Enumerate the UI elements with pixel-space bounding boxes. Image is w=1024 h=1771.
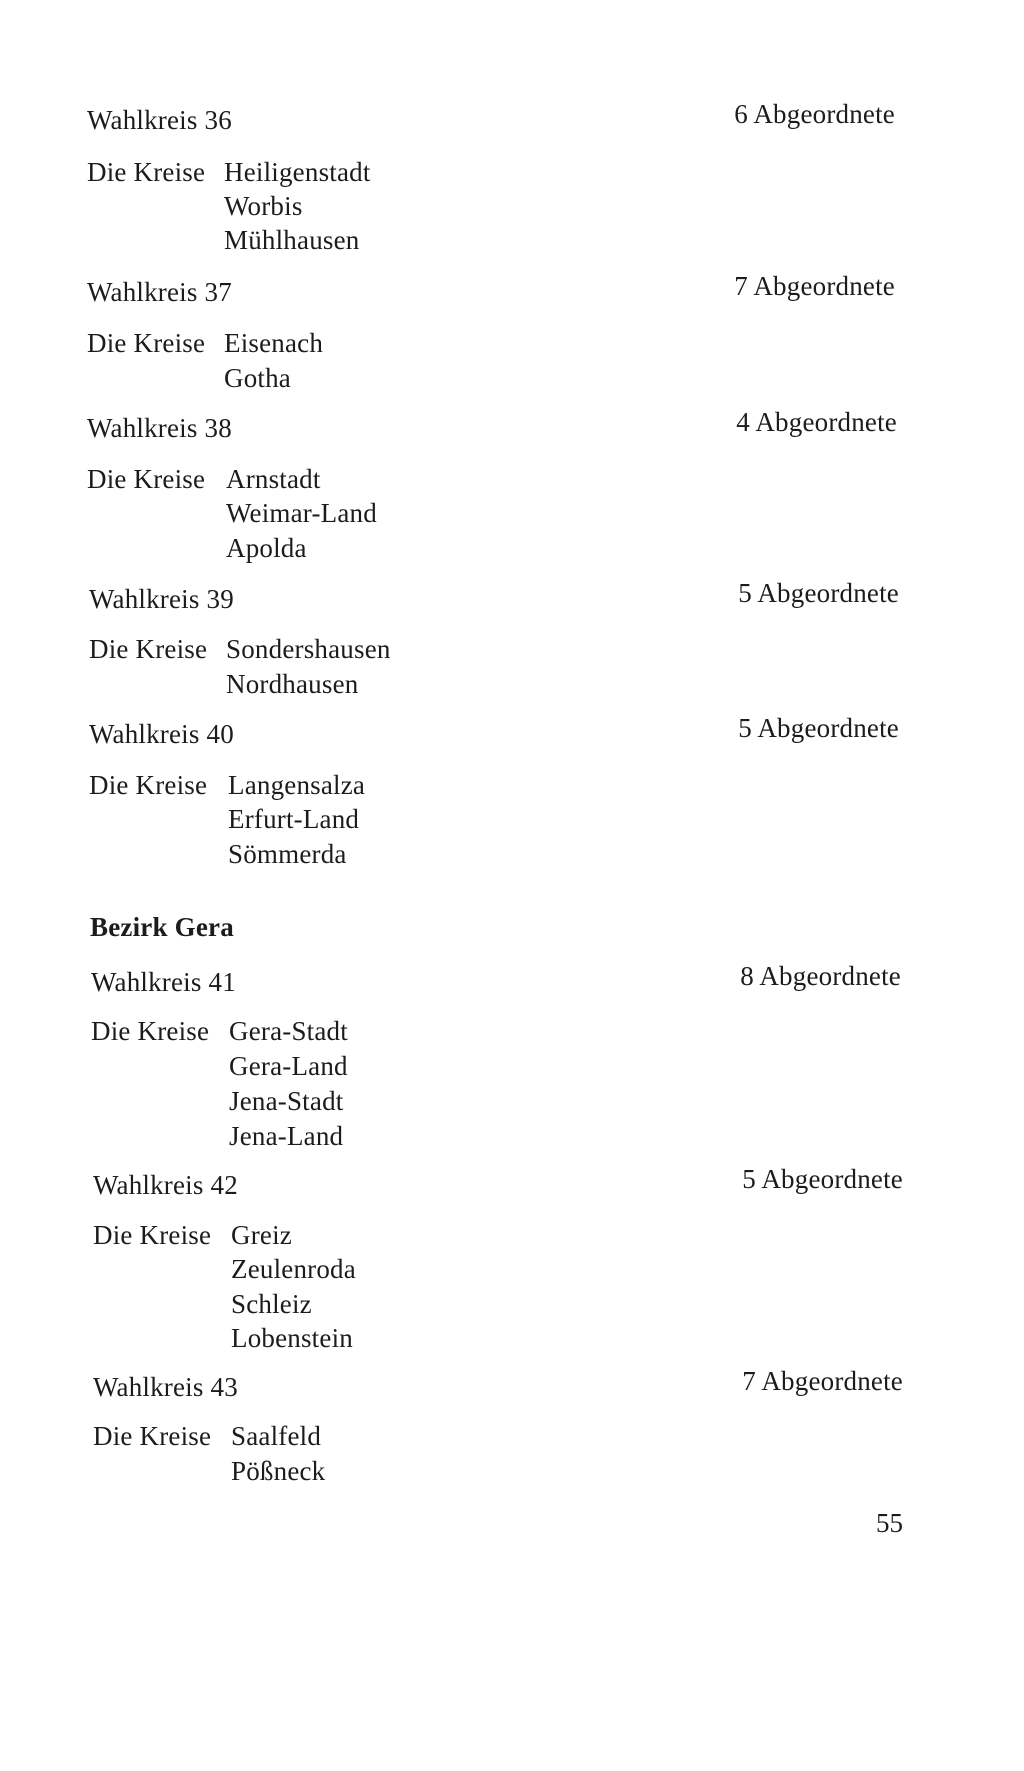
wahlkreis-39-kreis-2: Nordhausen — [226, 669, 359, 699]
wahlkreis-40-kreis-2: Erfurt-Land — [228, 804, 360, 834]
wahlkreis-41-kreis-4: Jena-Land — [229, 1121, 344, 1151]
wahlkreis-36-prefix: Die Kreise — [87, 157, 206, 187]
wahlkreis-39-title: Wahlkreis 39 — [89, 584, 234, 614]
wahlkreis-39-prefix: Die Kreise — [89, 634, 208, 664]
wahlkreis-37-abgeordnete: 7 Abgeordnete — [734, 271, 895, 301]
wahlkreis-37-kreis-1: Eisenach — [224, 328, 324, 358]
wahlkreis-40-prefix: Die Kreise — [89, 770, 208, 800]
wahlkreis-38-kreis-1: Arnstadt — [226, 464, 321, 494]
wahlkreis-38-kreis-2: Weimar-Land — [226, 498, 377, 528]
wahlkreis-43-title: Wahlkreis 43 — [93, 1372, 238, 1402]
wahlkreis-38-title: Wahlkreis 38 — [87, 413, 232, 443]
wahlkreis-41-kreis-3: Jena-Stadt — [229, 1086, 344, 1116]
wahlkreis-42-prefix: Die Kreise — [93, 1220, 212, 1250]
wahlkreis-43-kreis-2: Pößneck — [231, 1456, 326, 1486]
wahlkreis-36-kreis-3: Mühlhausen — [224, 225, 360, 255]
wahlkreis-42-abgeordnete: 5 Abgeordnete — [742, 1164, 903, 1194]
wahlkreis-42-kreis-4: Lobenstein — [231, 1323, 353, 1353]
wahlkreis-43-abgeordnete: 7 Abgeordnete — [742, 1366, 903, 1396]
section-heading-bezirk-gera: Bezirk Gera — [90, 912, 234, 942]
wahlkreis-36-kreis-1: Heiligenstadt — [224, 157, 371, 187]
wahlkreis-40-title: Wahlkreis 40 — [89, 719, 234, 749]
wahlkreis-37-kreis-2: Gotha — [224, 363, 291, 393]
wahlkreis-38-kreis-3: Apolda — [226, 533, 307, 563]
wahlkreis-40-kreis-1: Langensalza — [228, 770, 366, 800]
wahlkreis-41-title: Wahlkreis 41 — [91, 967, 236, 997]
page-number: 55 — [876, 1508, 903, 1538]
wahlkreis-41-kreis-2: Gera-Land — [229, 1051, 348, 1081]
wahlkreis-38-abgeordnete: 4 Abgeordnete — [736, 407, 897, 437]
wahlkreis-42-title: Wahlkreis 42 — [93, 1170, 238, 1200]
wahlkreis-41-abgeordnete: 8 Abgeordnete — [740, 961, 901, 991]
wahlkreis-42-kreis-2: Zeulenroda — [231, 1254, 356, 1284]
wahlkreis-40-kreis-3: Sömmerda — [228, 839, 347, 869]
wahlkreis-39-kreis-1: Sondershausen — [226, 634, 391, 664]
wahlkreis-40-abgeordnete: 5 Abgeordnete — [738, 713, 899, 743]
wahlkreis-41-prefix: Die Kreise — [91, 1016, 210, 1046]
wahlkreis-42-kreis-1: Greiz — [231, 1220, 292, 1250]
wahlkreis-37-title: Wahlkreis 37 — [87, 277, 232, 307]
wahlkreis-38-prefix: Die Kreise — [87, 464, 206, 494]
wahlkreis-36-title: Wahlkreis 36 — [87, 105, 232, 135]
wahlkreis-36-kreis-2: Worbis — [224, 191, 303, 221]
wahlkreis-42-kreis-3: Schleiz — [231, 1289, 312, 1319]
wahlkreis-41-kreis-1: Gera-Stadt — [229, 1016, 348, 1046]
wahlkreis-39-abgeordnete: 5 Abgeordnete — [738, 578, 899, 608]
wahlkreis-43-prefix: Die Kreise — [93, 1421, 212, 1451]
wahlkreis-43-kreis-1: Saalfeld — [231, 1421, 322, 1451]
wahlkreis-36-abgeordnete: 6 Abgeordnete — [734, 99, 895, 129]
wahlkreis-37-prefix: Die Kreise — [87, 328, 206, 358]
